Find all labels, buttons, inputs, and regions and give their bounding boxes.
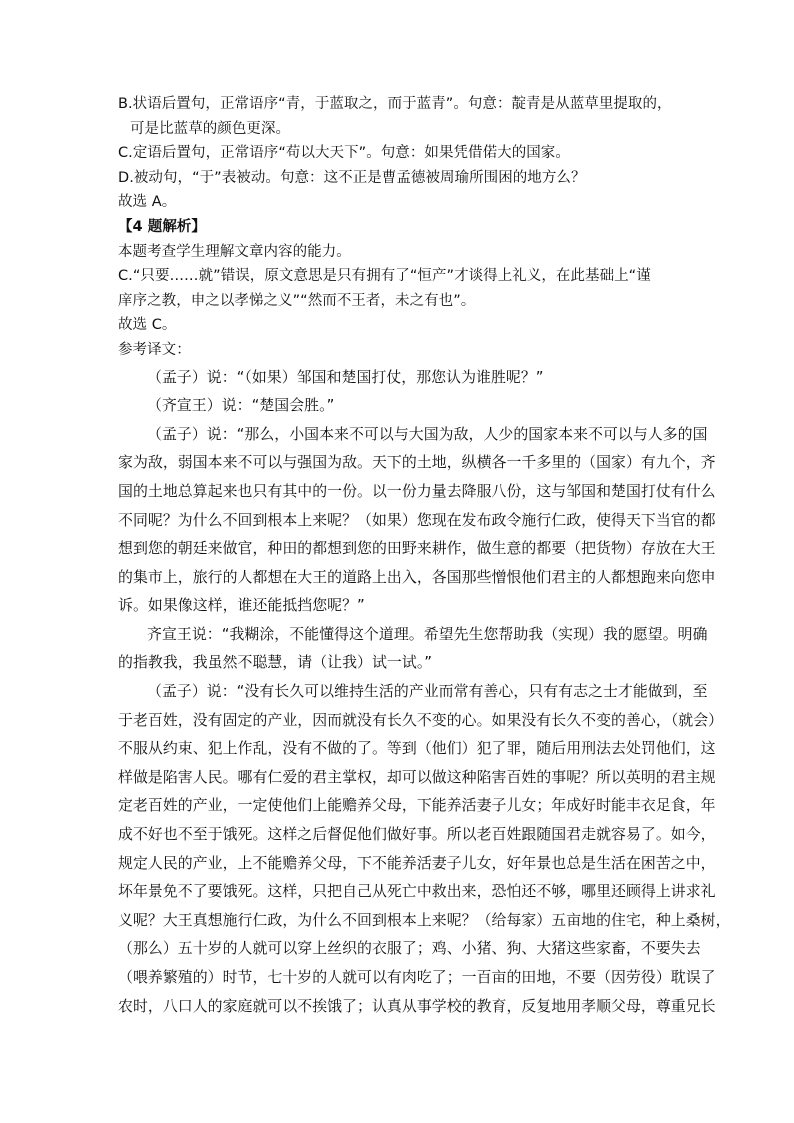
document-content bbox=[118, 92, 731, 1020]
answer-c-line: C.定语后置句，正常语序“苟以大天下”。句意：如果凭借偌大的国家。 bbox=[118, 145, 570, 162]
translation-line: 的集市上，旅行的人都想在大王的道路上出入，各国那些憎恨他们君主的人都想跑来向您申 bbox=[118, 567, 716, 586]
section-heading-4: 【4 题解析】 bbox=[118, 218, 206, 235]
analysis-c-line-2: 庠序之教，申之以孝悌之义”“然而不王者，未之有也”。 bbox=[118, 292, 476, 309]
translation-line: 成不好也不至于饿死。这样之后督促他们做好事。所以老百姓跟随国君走就容易了。如今， bbox=[118, 825, 716, 844]
answer-choice-c: 故选 C。 bbox=[118, 317, 177, 334]
answer-b-line-1: B.状语后置句，正常语序“青，于蓝取之，而于蓝青”。句意：靛青是从蓝草里提取的， bbox=[118, 96, 672, 112]
answer-d-line: D.被动句，“于”表被动。句意：这不正是曹孟德被周瑜所围困的地方么？ bbox=[118, 169, 586, 186]
translation-line: （喂养繁殖的）时节，七十岁的人就可以有肉吃了；一百亩的田地，不要（因劳役）耽误了 bbox=[118, 968, 716, 986]
translation-line: （孟子）说：“（如果）邹国和楚国打仗，那您认为谁胜呢？” bbox=[147, 367, 544, 386]
translation-line: 于老百姓，没有固定的产业，因而就没有长久不变的心。如果没有长久不变的善心，（就会） bbox=[118, 710, 724, 729]
translation-line: 家为敌，弱国本来不可以与强国为敌。天下的土地，纵横各一千多里的（国家）有九个，齐 bbox=[118, 453, 716, 472]
reference-translation-label: 参考译文： bbox=[118, 341, 191, 358]
analysis-c-line-1: C.“只要……就”错误，原文意思是只有拥有了“恒产”才谈得上礼义，在此基础上“谨 bbox=[118, 268, 651, 285]
translation-line: 不同呢？为什么不回到根本上来呢？（如果）您现在发布政令施行仁政，使得天下当官的都 bbox=[118, 510, 716, 529]
translation-line: 坏年景免不了要饿死。这样，只把自己从死亡中救出来，恐怕还不够，哪里还顾得上讲求礼 bbox=[118, 882, 716, 901]
translation-line: 诉。如果像这样，谁还能抵挡您呢？” bbox=[118, 596, 365, 615]
translation-line: 国的土地总算起来也只有其中的一份。以一份力量去降服八份，这与邹国和楚国打仗有什么 bbox=[118, 481, 716, 500]
translation-line: （齐宣王）说：“楚国会胜。” bbox=[147, 396, 335, 415]
translation-line: （孟子）说：“没有长久可以维持生活的产业而常有善心，只有有志之士才能做到，至 bbox=[147, 682, 708, 701]
translation-line: 的指教我，我虽然不聪慧，请（让我）试一试。” bbox=[118, 653, 433, 672]
translation-line: （孟子）说：“那么，小国本来不可以与大国为敌，人少的国家本来不可以与人多的国 bbox=[147, 424, 708, 443]
translation-block bbox=[118, 363, 731, 1021]
translation-line: （那么）五十岁的人就可以穿上丝织的衣服了；鸡、小猪、狗、大猪这些家畜，不要失去 bbox=[118, 939, 701, 958]
answer-choice-a: 故选 A。 bbox=[118, 194, 177, 211]
translation-line: 义呢？大王真想施行仁政，为什么不回到根本上来呢？（给每家）五亩地的住宅，种上桑树， bbox=[118, 910, 731, 929]
translation-line: 规定人民的产业，上不能赡养父母，下不能养活妻子儿女，好年景也总是生活在困苦之中， bbox=[118, 853, 716, 872]
translation-line: 定老百姓的产业，一定使他们上能赡养父母，下能养活妻子儿女；年成好时能丰衣足食，年 bbox=[118, 796, 716, 815]
translation-line: 样做是陷害人民。哪有仁爱的君主掌权，却可以做这种陷害百姓的事呢？所以英明的君主规 bbox=[118, 767, 716, 786]
answer-b-line-2: 可是比蓝草的颜色更深。 bbox=[130, 120, 291, 137]
translation-line: 想到您的朝廷来做官，种田的都想到您的田野来耕作，做生意的都要（把货物）存放在大王 bbox=[118, 539, 716, 558]
analysis-intro: 本题考查学生理解文章内容的能力。 bbox=[118, 243, 351, 260]
translation-line: 农时，八口人的家庭就可以不挨饿了；认真从事学校的教育，反复地用孝顺父母，尊重兄长 bbox=[118, 996, 716, 1015]
translation-line: 不服从约束、犯上作乱，没有不做的了。等到（他们）犯了罪，随后用刑法去处罚他们，这 bbox=[118, 739, 716, 758]
translation-line: 齐宣王说：“我糊涂，不能懂得这个道理。希望先生您帮助我（实现）我的愿望。明确 bbox=[147, 624, 708, 643]
